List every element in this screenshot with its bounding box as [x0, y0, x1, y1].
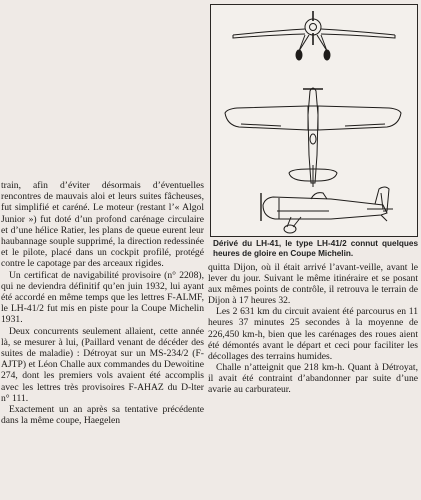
side-view-drawing	[261, 187, 393, 233]
left-paragraph-4: Exactement un an après sa tentative précédente dans la même coupe, Haegelen	[1, 404, 204, 427]
front-view-drawing	[233, 11, 395, 60]
figure-caption: Dérivé du LH-41, le type LH-41/2 connut quelques heures de gloire en Coupe Michelin.	[213, 239, 418, 258]
top-view-drawing	[225, 88, 401, 187]
right-text-column	[208, 262, 418, 395]
right-paragraph-1: quitta Dijon, où il était arrivé l’avant-veille, avant le lever du jour. Suivant le même itinéraire et se posant aux mêmes points de contrôle, il retrouva le terrain de Dijon à 17 heures 32.	[208, 262, 418, 307]
left-paragraph-2: Un certificat de navigabilité provisoire (n° 2208), qui ne deviendra définitif qu’en juin 1932, lui ayant été accordé en même temps que les lettres F-ALMF, le LH-41/2 fut mis en piste pour la Coupe Michelin 1931.	[1, 269, 204, 326]
left-text-column	[1, 180, 204, 426]
aircraft-figure	[210, 4, 418, 237]
right-paragraph-3: Challe n’atteignit que 218 km-h. Quant à Détroyat, il avait été contraint d’abandonner par suite d’une avarie au carburateur.	[208, 361, 418, 396]
right-paragraph-2: Les 2 631 km du circuit avaient été parcourus en 11 heures 37 minutes 25 secondes à la moyenne de 226,450 km-h, bien que les carénages des roues aient été démontés avant le départ et ceci pour faciliter les décollages des terrains humides.	[208, 306, 418, 362]
aircraft-three-view-drawing	[211, 5, 417, 236]
left-paragraph-1: train, afin d’éviter désormais d’éventuelles rencontres de mauvais aloi et leurs suites fâcheuses, fut simplifié et caréné. Le moteur (restant l’« Algol Junior ») fut doté d’un profond carénage circulaire et d’une hélice Ratier, les plans de queue eurent leur haubannage souple supprimé, la direction redessinée et le pilote, placé dans un cockpit profilé, protégé contre le capotage par des arceaux rigides.	[1, 180, 204, 270]
left-paragraph-3: Deux concurrents seulement allaient, cette année là, se mesurer à lui, (Paillard venant de décéder des suites de maladie) : Détroyat sur un MS-234/2 (F-AJTP) et Léon Challe aux commandes du Dewoitine 274, dont les premiers vols avaient été accomplis avec les lettres très provisoires F-AHAZ du D-lter n° 111.	[1, 325, 204, 404]
